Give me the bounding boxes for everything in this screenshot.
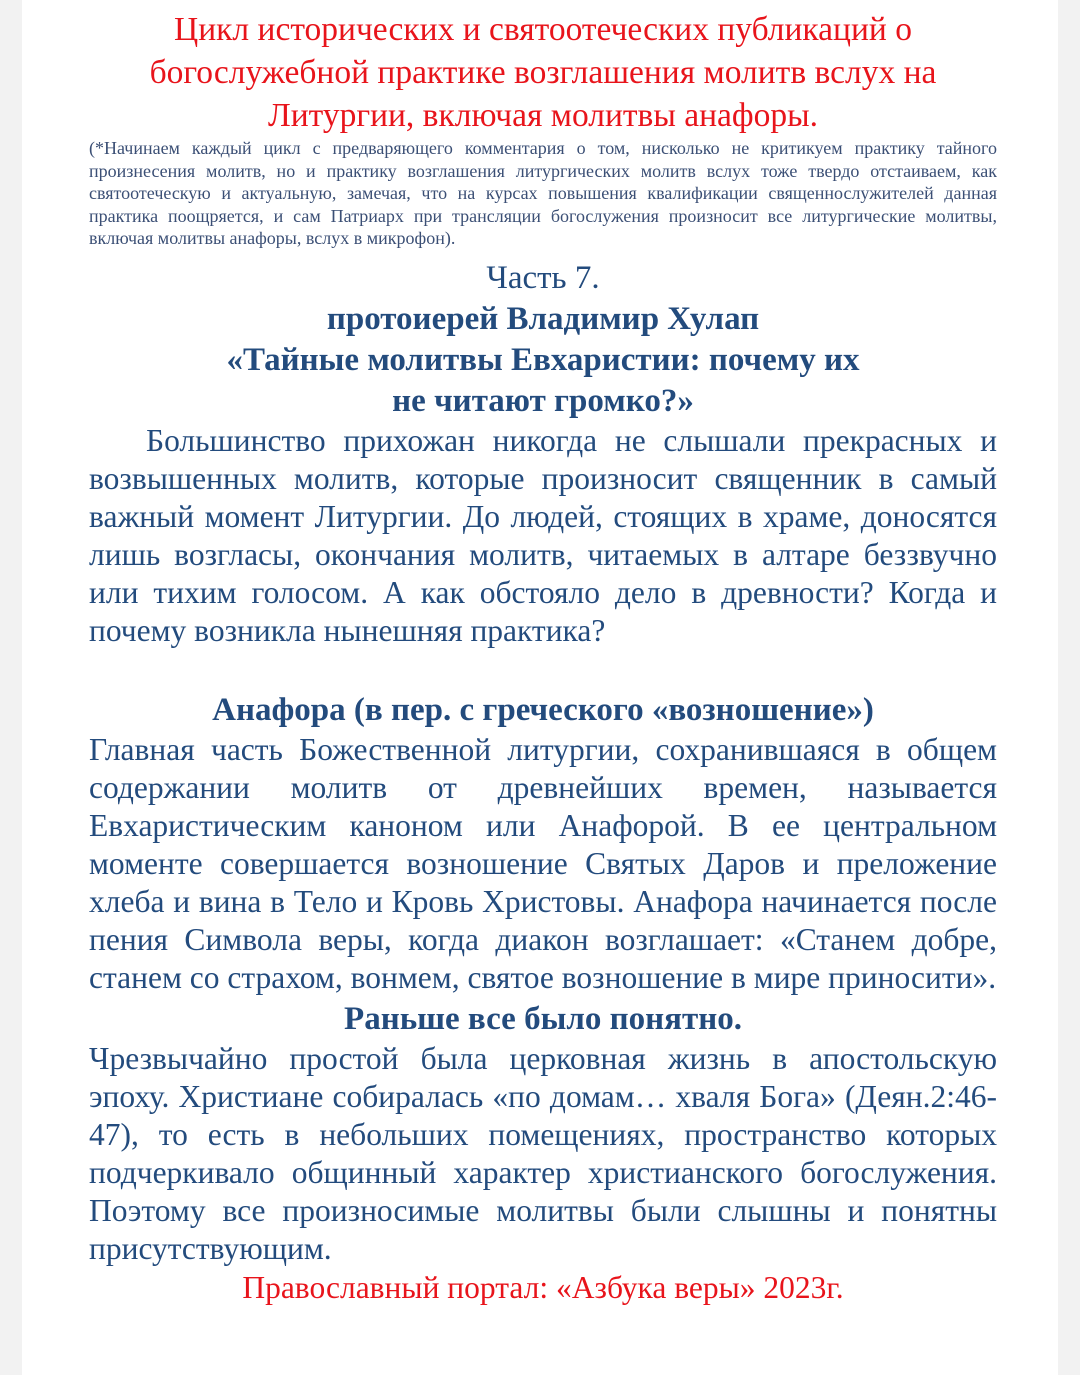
part-number: Часть 7. [486, 259, 600, 296]
author-name: протоиерей Владимир Хулап [326, 300, 760, 337]
article-title-line-1: «Тайные молитвы Евхаристии: почему их [226, 341, 860, 378]
section-heading-anaphora: Анафора (в пер. с греческого «возношение») [212, 691, 874, 728]
document-page [22, 0, 1058, 1375]
article-title-line-2: не читают громко?» [392, 382, 694, 419]
section-paragraph-anaphora: Главная часть Божественной литургии, сохранившаяся в общем содержании молитв от древнейших времен, называется Евхаристическим каноном или Анафорой. В ее центральном моменте совершается возношение Святых Даров и преложение хлеба и вина в Тело и Кровь Христовы. Анафора начинается после пения Символа веры, когда диакон возглашает: «Станем добре, станем со страхом, вонмем, святое возношение в мире приносити». [89, 731, 997, 995]
document-content [89, 8, 997, 1308]
section-heading-earlier: Раньше все было понятно. [344, 1000, 742, 1037]
preface-note: (*Начинаем каждый цикл с предваряющего комментария о том, нисколько не критикуем практику тайного произнесения молитв, но и практику возглашения литургических молитв вслух тоже твердо отстаиваем, как святоотеческую и актуальную, замечая, что на курсах повышения квалификации священнослужителей данная практика поощряется, и сам Патриарх при трансляции богослужения произносит все литургические молитвы, включая молитвы анафоры, вслух в микрофон). [89, 138, 997, 248]
section-paragraph-earlier: Чрезвычайно простой была церковная жизнь в апостольскую эпоху. Христиане собиралась «по домам… хваля Бога» (Деян.2:46-47), то есть в небольших помещениях, пространство которых подчеркивало общинный характер христианского богослужения. Поэтому все произносимые молитвы были слышны и понятны присутствующим. [89, 1040, 997, 1266]
intro-paragraph: Большинство прихожан никогда не слышали прекрасных и возвышенных молитв, которые произносит священник в самый важный момент Литургии. До людей, стоящих в храме, доносятся лишь возгласы, окончания молитв, читаемых в алтаре беззвучно или тихим голосом. А как обстояло дело в древности? Когда и почему возникла нынешняя практика? [89, 422, 997, 648]
series-title: Цикл исторических и святоотеческих публикаций о богослужебной практике возглашения молитв вслух на Литургии, включая молитвы анафоры. [149, 11, 937, 134]
source-footer: Православный портал: «Азбука веры» 2023г. [242, 1269, 844, 1305]
